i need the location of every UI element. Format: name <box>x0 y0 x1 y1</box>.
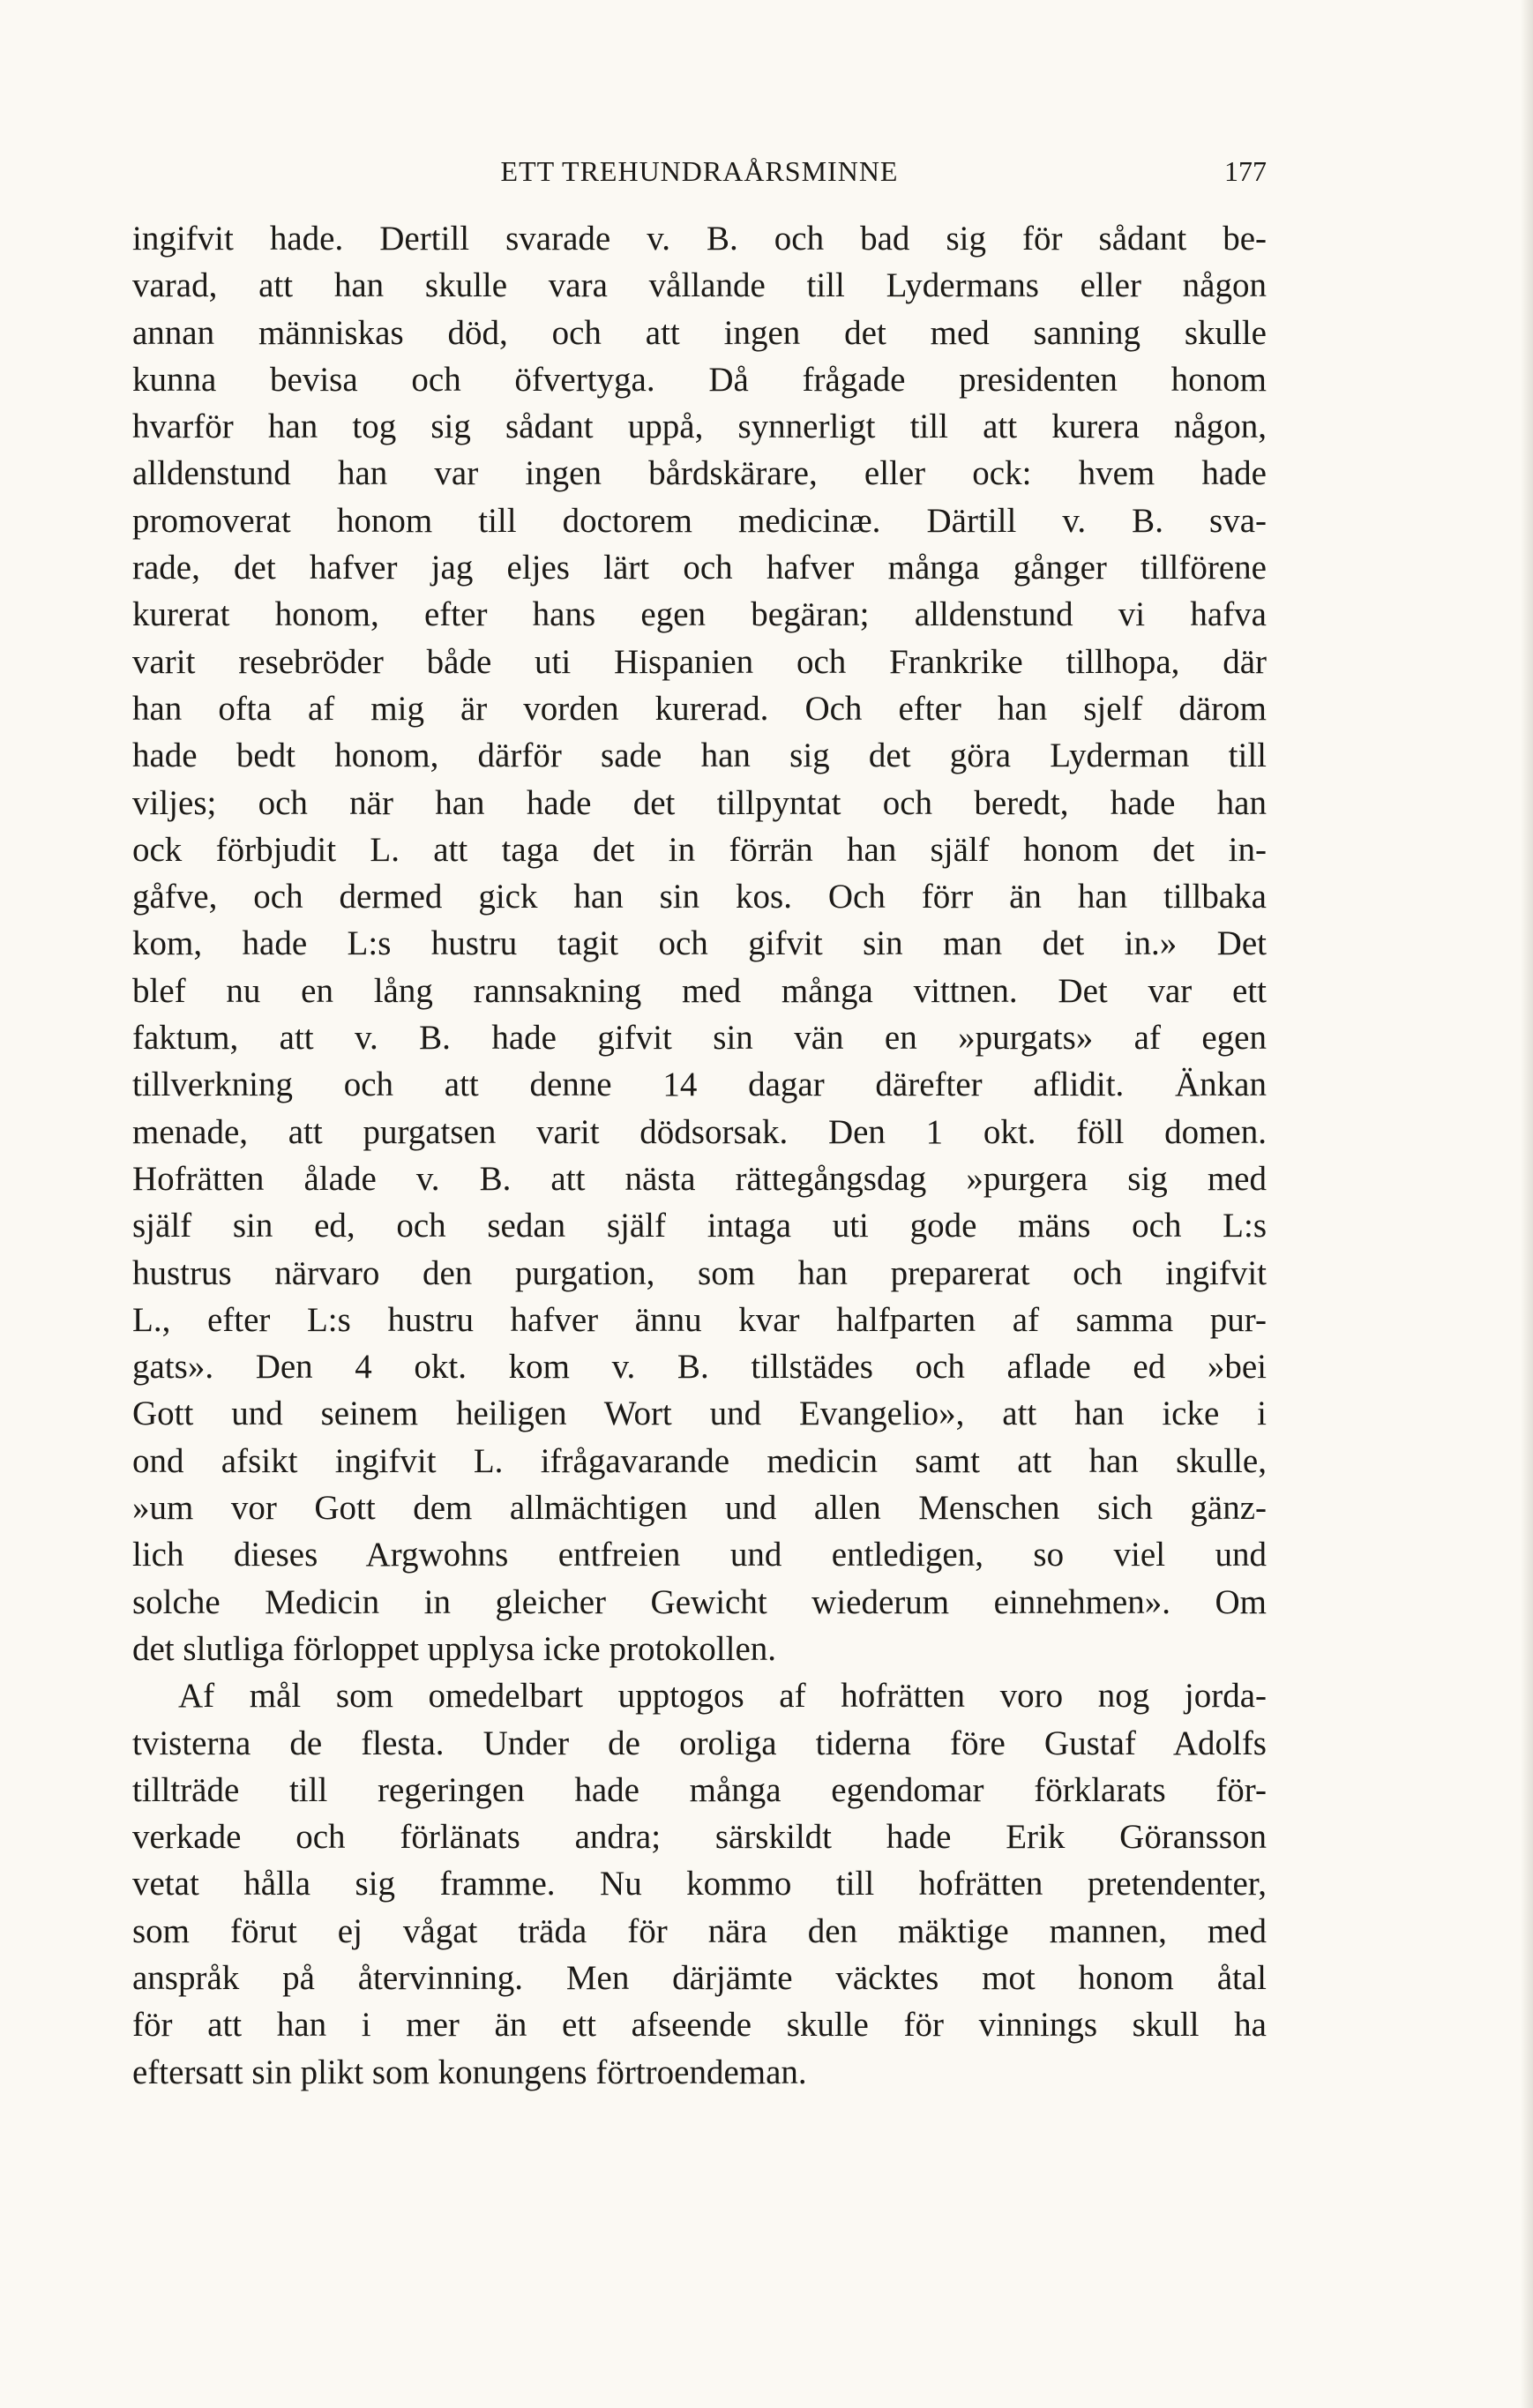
text-line: kurerat honom, efter hans egen begäran; alldenstund vi hafva <box>132 595 1267 634</box>
text-line: för att han i mer än ett afseende skulle för vinnings skull ha <box>132 2006 1267 2045</box>
text-line: lich dieses Argwohns entfreien und entledigen, so viel und <box>132 1536 1267 1574</box>
text-line: L., efter L:s hustru hafver ännu kvar halfparten af samma pur- <box>132 1300 1267 1339</box>
text-line: eftersatt sin plikt som konungens förtroendeman. <box>132 2053 807 2091</box>
text-line: kunna bevisa och öfvertyga. Då frågade presidenten honom <box>132 360 1267 399</box>
text-line: hade bedt honom, därför sade han sig det göra Lyderman till <box>132 737 1267 775</box>
text-line: varad, att han skulle vara vållande till Lydermans eller någon <box>132 266 1267 305</box>
text-line: annan människas död, och att ingen det med sanning skulle <box>132 313 1267 352</box>
text-line: promoverat honom till doctorem medicinæ. Därtill v. B. sva- <box>132 501 1267 540</box>
text-line: ond afsikt ingifvit L. ifrågavarande medicin samt att han skulle, <box>132 1441 1267 1480</box>
text-line: alldenstund han var ingen bårdskärare, eller ock: hvem hade <box>132 454 1267 493</box>
text-line: Gott und seinem heiligen Wort und Evangelio», att han icke i <box>132 1395 1267 1433</box>
page-number: 177 <box>1224 155 1267 187</box>
text-line: ingifvit hade. Dertill svarade v. B. och bad sig för sådant be- <box>132 220 1267 258</box>
text-line: gåfve, och dermed gick han sin kos. Och förr än han tillbaka <box>132 878 1267 916</box>
text-line: solche Medicin in gleicher Gewicht wiederum einnehmen». Om <box>132 1582 1267 1621</box>
text-line: tvisterna de flesta. Under de oroliga tiderna före Gustaf Adolfs <box>132 1724 1267 1762</box>
text-line: gats». Den 4 okt. kom v. B. tillstädes och aflade ed »bei <box>132 1348 1267 1387</box>
text-line: rade, det hafver jag eljes lärt och hafver många gånger tillförene <box>132 549 1267 587</box>
text-line: verkade och förlänats andra; särskildt hade Erik Göransson <box>132 1818 1267 1857</box>
text-line: varit resebröder både uti Hispanien och Frankrike tillhopa, där <box>132 642 1267 681</box>
text-line: »um vor Gott dem allmächtigen und allen Menschen sich gänz- <box>132 1489 1267 1528</box>
text-line: Hofrätten ålade v. B. att nästa rättegångsdag »purgera sig med <box>132 1159 1267 1198</box>
body-text <box>132 215 1267 2096</box>
running-title: ETT TREHUNDRAÅRSMINNE <box>500 155 899 187</box>
page-edge-shadow <box>1521 0 1533 2408</box>
text-line: tillträde till regeringen hade många egendomar förklarats för- <box>132 1770 1267 1809</box>
text-line: menade, att purgatsen varit dödsorsak. Den 1 okt. föll domen. <box>132 1112 1267 1151</box>
text-line: hustrus närvaro den purgation, som han preparerat och ingifvit <box>132 1253 1267 1292</box>
text-line: det slutliga förloppet upplysa icke protokollen. <box>132 1629 777 1668</box>
text-line: som förut ej vågat träda för nära den mäktige mannen, med <box>132 1911 1267 1950</box>
text-line: blef nu en lång rannsakning med många vittnen. Det var ett <box>132 971 1267 1010</box>
text-line: själf sin ed, och sedan själf intaga uti gode mäns och L:s <box>132 1207 1267 1245</box>
text-line: hvarför han tog sig sådant uppå, synnerligt till att kurera någon, <box>132 408 1267 446</box>
text-line: tillverkning och att denne 14 dagar därefter aflidit. Änkan <box>132 1066 1267 1104</box>
text-line: faktum, att v. B. hade gifvit sin vän en »purgats» af egen <box>132 1019 1267 1058</box>
text-line: kom, hade L:s hustru tagit och gifvit sin man det in.» Det <box>132 924 1267 963</box>
text-line: anspråk på återvinning. Men därjämte väcktes mot honom åtal <box>132 1958 1267 1997</box>
text-line: han ofta af mig är vorden kurerad. Och efter han sjelf därom <box>132 689 1267 728</box>
text-line: ock förbjudit L. att taga det in förrän han själf honom det in- <box>132 830 1267 869</box>
page-header <box>132 148 1267 194</box>
text-line: Af mål som omedelbart upptogos af hofrätten voro nog jorda- <box>178 1677 1267 1716</box>
text-line: vetat hålla sig framme. Nu kommo till hofrätten pretendenter, <box>132 1865 1267 1903</box>
text-line: viljes; och när han hade det tillpyntat och beredt, hade han <box>132 783 1267 822</box>
